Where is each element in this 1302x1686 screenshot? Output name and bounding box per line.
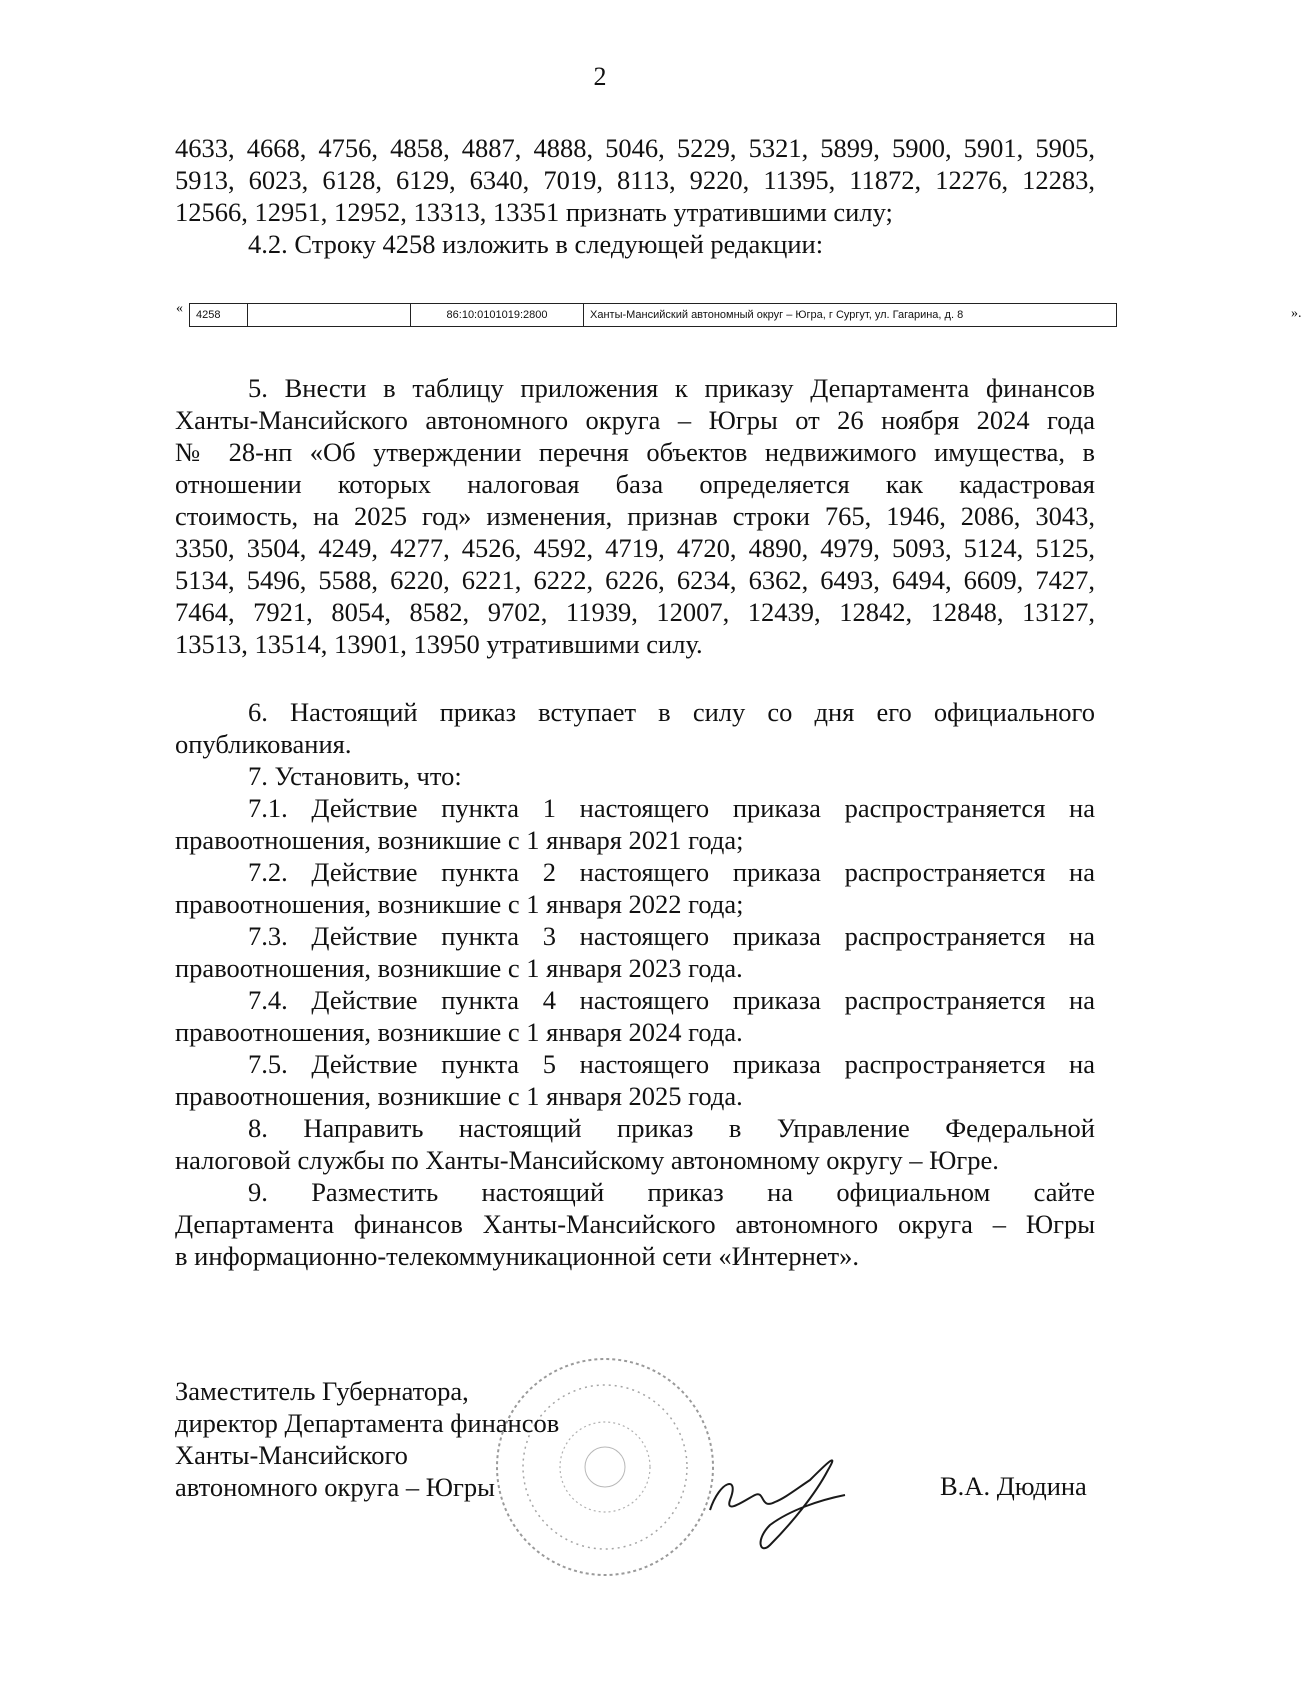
text-line: правоотношения, возникшие с 1 января 2024 года. [175, 1017, 743, 1047]
text-line: 7.3. Действие пункта 3 настоящего приказа распространяется на [248, 921, 1095, 951]
text-line: 7.2. Действие пункта 2 настоящего приказа распространяется на [248, 857, 1095, 887]
text-line: в информационно-телекоммуникационной сети «Интернет». [175, 1241, 859, 1271]
text-line: 5913, 6023, 6128, 6129, 6340, 7019, 8113, 9220, 11395, 11872, 12276, 12283, [175, 165, 1095, 195]
item-7-intro: 7. Установить, что: [248, 761, 462, 791]
address-cell: Ханты-Мансийский автономный округ – Югра, г Сургут, ул. Гагарина, д. 8 [584, 304, 1117, 327]
sections-6-9 [175, 696, 1095, 1272]
text-line: правоотношения, возникшие с 1 января 2021 года; [175, 825, 744, 855]
text-line: 6. Настоящий приказ вступает в силу со дня его официального [248, 697, 1095, 727]
text-line: стоимость, на 2025 год» изменения, признав строки 765, 1946, 2086, 3043, [175, 501, 1095, 531]
cadastral-number-cell: 86:10:0101019:2800 [411, 304, 584, 327]
text-line: 7.1. Действие пункта 1 настоящего приказа распространяется на [248, 793, 1095, 823]
open-quote: « [176, 301, 183, 316]
text-line: 13513, 13514, 13901, 13950 утратившими силу. [175, 629, 703, 659]
text-line: Департамента финансов Ханты-Мансийского автономного округа – Югры [175, 1209, 1095, 1239]
signer-title-line: Заместитель Губернатора, [175, 1376, 469, 1406]
table-row [189, 303, 1117, 327]
replacement-row-table [176, 301, 1302, 333]
close-quote: ». [1291, 306, 1302, 321]
signature-block [175, 1375, 559, 1503]
text-line: 8. Направить настоящий приказ в Управление Федеральной [248, 1113, 1095, 1143]
text-line: 7.4. Действие пункта 4 настоящего приказа распространяется на [248, 985, 1095, 1015]
handwritten-signature-icon [700, 1440, 850, 1560]
text-line: 4633, 4668, 4756, 4858, 4887, 4888, 5046, 5229, 5321, 5899, 5900, 5901, 5905, [175, 133, 1095, 163]
section-5 [175, 372, 1095, 660]
empty-cell [248, 304, 411, 327]
signer-title-line: Ханты-Мансийского [175, 1440, 408, 1470]
text-line: правоотношения, возникшие с 1 января 2022 года; [175, 889, 744, 919]
text-line: отношении которых налоговая база определяется как кадастровая [175, 469, 1095, 499]
text-line: 5134, 5496, 5588, 6220, 6221, 6222, 6226, 6234, 6362, 6493, 6494, 6609, 7427, [175, 565, 1095, 595]
text-line: налоговой службы по Ханты-Мансийскому автономному округу – Югре. [175, 1145, 999, 1175]
page-number: 2 [593, 62, 607, 91]
text-line: правоотношения, возникшие с 1 января 2023 года. [175, 953, 743, 983]
text-line: опубликования. [175, 729, 352, 759]
section-4-continuation [175, 132, 1095, 260]
text-line: 7464, 7921, 8054, 8582, 9702, 11939, 12007, 12439, 12842, 12848, 13127, [175, 597, 1095, 627]
text-line: 7.5. Действие пункта 5 настоящего приказа распространяется на [248, 1049, 1095, 1079]
text-line: Ханты-Мансийского автономного округа – Югры от 26 ноября 2024 года [175, 405, 1095, 435]
signer-name: В.А. Дюдина [940, 1471, 1087, 1501]
text-line: 12566, 12951, 12952, 13313, 13351 признать утратившими силу; [175, 197, 893, 227]
signer-title-line: директор Департамента финансов [175, 1408, 560, 1438]
signer-title-line: автономного округа – Югры [175, 1472, 495, 1502]
text-line: № 28-нп «Об утверждении перечня объектов недвижимого имущества, в [175, 437, 1095, 467]
text-line: 3350, 3504, 4249, 4277, 4526, 4592, 4719, 4720, 4890, 4979, 5093, 5124, 5125, [175, 533, 1095, 563]
text-line: правоотношения, возникшие с 1 января 2025 года. [175, 1081, 743, 1111]
row-number-cell: 4258 [190, 304, 248, 327]
text-line: 9. Разместить настоящий приказ на официальном сайте [248, 1177, 1095, 1207]
item-4-2: 4.2. Строку 4258 изложить в следующей редакции: [248, 229, 824, 259]
text-line: 5. Внести в таблицу приложения к приказу Департамента финансов [248, 373, 1095, 403]
